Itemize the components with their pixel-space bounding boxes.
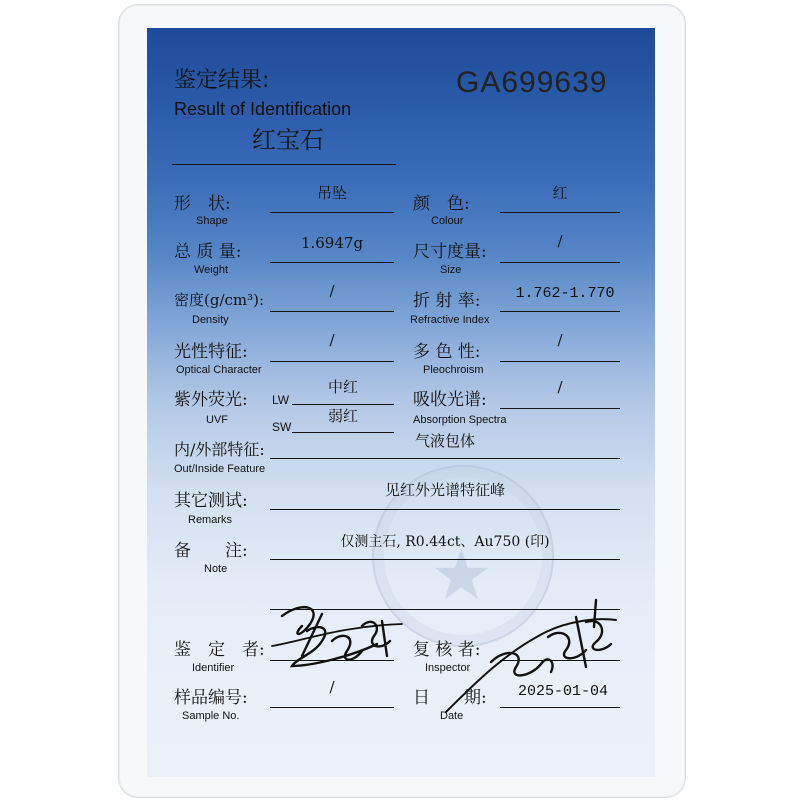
absorption-spectra-label-en: Absorption Spectra (413, 414, 507, 426)
remarks-label: 其它测试: (174, 491, 248, 511)
uvf-lw-label: LW (272, 393, 290, 407)
shape-label: 形 状: (174, 194, 231, 214)
note-label: 备 注: (174, 541, 248, 561)
colour-value: 红 (552, 184, 568, 202)
date-value: 2025-01-04 (517, 683, 608, 700)
colour-label: 颜 色: (413, 194, 470, 214)
sample-no-label: 样品编号: (174, 688, 248, 708)
refractive-index-label: 折 射 率: (413, 291, 481, 311)
gem-name: 红宝石 (252, 126, 324, 154)
absorption-spectra-label: 吸收光谱: (413, 390, 487, 410)
refractive-index-value: 1.762-1.770 (515, 285, 615, 302)
uvf-sw-label: SW (272, 420, 292, 434)
feature-value: 气液包体 (414, 432, 475, 450)
identifier-label: 鉴 定 者: (174, 640, 265, 660)
remarks-label-en: Remarks (188, 514, 233, 526)
pleochroism-label: 多 色 性: (413, 342, 481, 362)
identifier-label-en: Identifier (192, 662, 235, 674)
certificate-number: GA699639 (456, 66, 608, 99)
optical-character-value: / (329, 331, 335, 349)
card-title-cn: 鉴定结果: (174, 68, 270, 93)
feature-label-en: Out/Inside Feature (174, 463, 266, 475)
pleochroism-label-en: Pleochroism (423, 364, 484, 376)
shape-line (270, 212, 394, 213)
size-label-en: Size (440, 264, 462, 276)
density-label: 密度(g/cm³): (174, 291, 265, 309)
density-line (270, 311, 394, 312)
note-label-en: Note (204, 563, 228, 575)
inspector-label: 复 核 者: (413, 640, 481, 660)
note-line (270, 559, 620, 560)
size-value: / (557, 232, 563, 250)
pleochroism-value: / (557, 331, 563, 349)
uvf-sw-value: 弱红 (327, 407, 358, 425)
feature-label: 内/外部特征: (174, 440, 265, 459)
refractive-index-label-en: Refractive Index (410, 314, 490, 326)
uvf-sw-line (292, 432, 394, 433)
refractive-index-line (500, 311, 620, 312)
weight-label-en: Weight (194, 264, 229, 276)
seal-star-icon: ★ (430, 534, 493, 616)
date-label: 日 期: (413, 688, 487, 708)
size-label: 尺寸度量: (413, 242, 487, 262)
optical-character-line (270, 361, 394, 362)
remarks-line (270, 509, 620, 510)
feature-line (270, 458, 620, 459)
inspector-label-en: Inspector (425, 662, 471, 674)
uvf-label-en: UVF (206, 414, 228, 426)
weight-value: 1.6947g (300, 234, 364, 252)
inspector-signature (436, 592, 626, 722)
pleochroism-line (500, 361, 620, 362)
note-value: 仅测主石, R0.44ct、Au750 (印) (340, 534, 550, 550)
uvf-lw-value: 中红 (327, 378, 358, 396)
weight-line (270, 262, 394, 263)
sample-no-value: / (329, 678, 335, 696)
identifier-signature (262, 596, 412, 686)
optical-character-label-en: Optical Character (176, 364, 262, 376)
shape-label-en: Shape (196, 215, 228, 227)
uvf-label: 紫外荧光: (174, 390, 248, 410)
size-line (500, 262, 620, 263)
absorption-spectra-line (500, 408, 620, 409)
weight-label: 总 质 量: (174, 242, 242, 262)
optical-character-label: 光性特征: (174, 342, 248, 362)
density-value: / (329, 282, 335, 300)
uvf-lw-line (292, 404, 394, 405)
card-title-en: Result of Identification (174, 99, 352, 119)
remarks-value: 见红外光谱特征峰 (384, 481, 505, 499)
colour-line (500, 212, 620, 213)
colour-label-en: Colour (431, 215, 464, 227)
shape-value: 吊坠 (316, 184, 347, 202)
gem-name-underline (172, 164, 396, 165)
sample-no-label-en: Sample No. (182, 710, 240, 722)
sample-no-line (270, 707, 394, 708)
density-label-en: Density (192, 314, 229, 326)
absorption-spectra-value: / (557, 378, 563, 396)
date-label-en: Date (440, 710, 464, 722)
